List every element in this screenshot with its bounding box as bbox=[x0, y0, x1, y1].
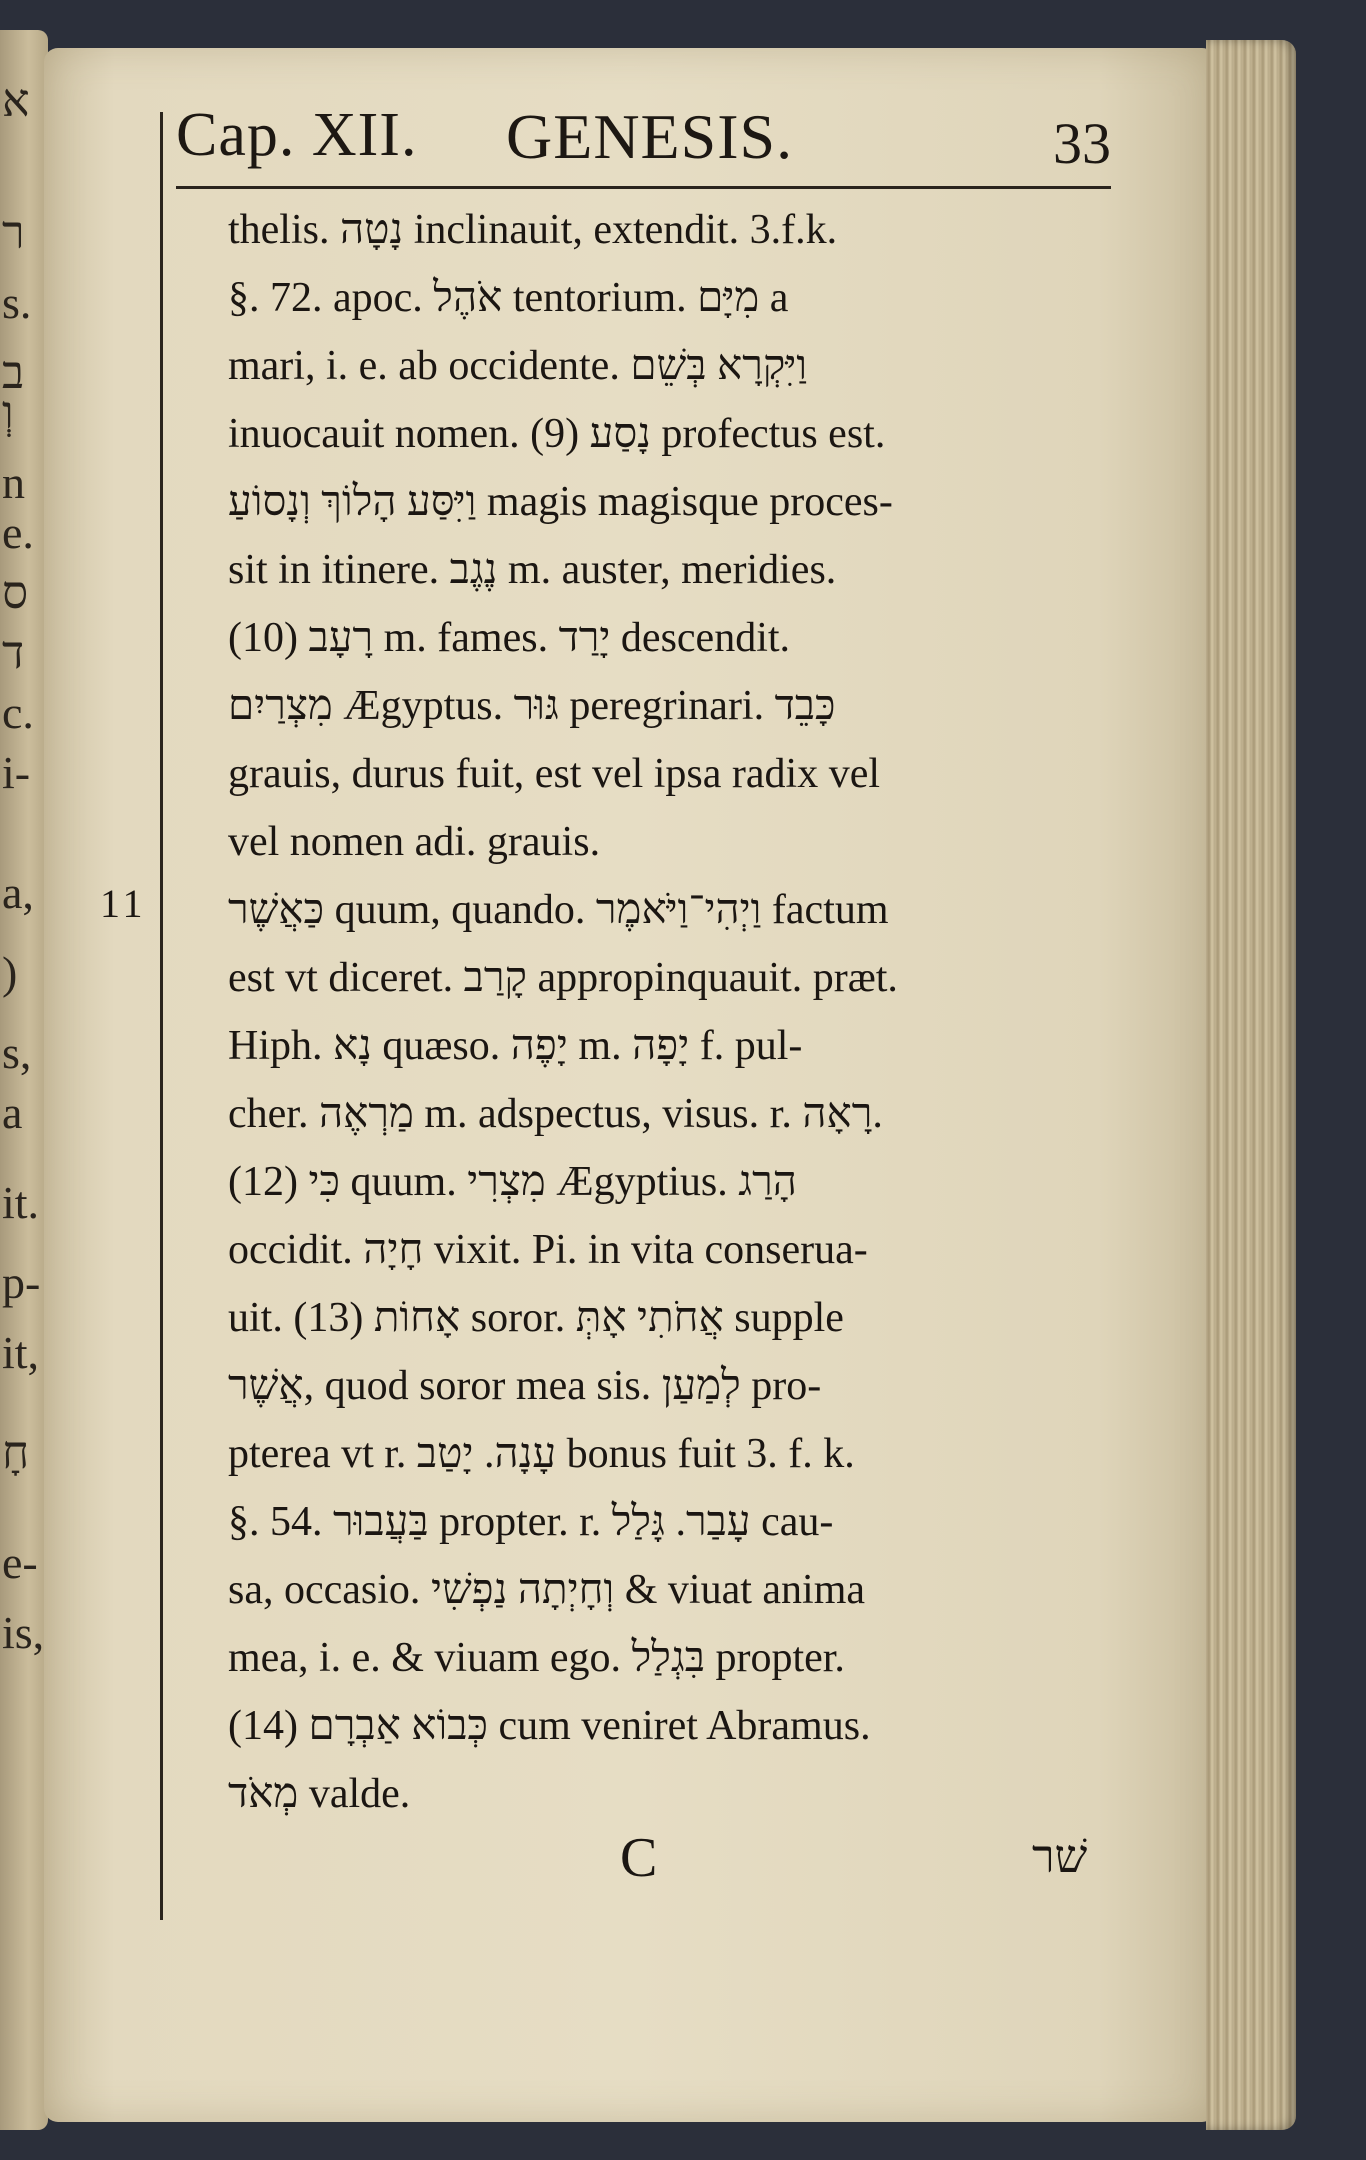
adjacent-page-fragment: ב bbox=[2, 347, 25, 398]
adjacent-page-fragment: וְ bbox=[2, 387, 14, 438]
text-line: est vt diceret. קָרַב appropinquauit. præt. bbox=[228, 955, 898, 1001]
book-title: GENESIS. bbox=[506, 101, 794, 172]
page-edges bbox=[1206, 40, 1296, 2130]
adjacent-page-fragment: ד bbox=[2, 627, 25, 678]
text-line: pterea vt r. עָנָה. יָטַב bonus fuit 3. f. k. bbox=[228, 1431, 855, 1477]
adjacent-page-fragment: i- bbox=[2, 747, 31, 798]
adjacent-page-fragment: e. bbox=[2, 507, 34, 558]
text-line: (12) כִּי quum. מִצְרִי Ægyptius. הָרַג bbox=[228, 1159, 797, 1205]
adjacent-page-fragment: is, bbox=[2, 1607, 45, 1658]
text-line: כַּאֲשֶׁר quum, quando. וַיְהִי־וַיֹּאמֶר factum bbox=[228, 887, 889, 933]
adjacent-page-fragment: חָ bbox=[2, 1427, 30, 1478]
text-line: §. 72. apoc. אֹהֶל tentorium. מִיָּם a bbox=[228, 275, 789, 321]
text-line: occidit. חָיָה vixit. Pi. in vita conserua- bbox=[228, 1227, 868, 1273]
chapter-label: Cap. XII. bbox=[176, 101, 418, 169]
adjacent-page-fragment: ) bbox=[2, 947, 18, 998]
text-line: sa, occasio. וְחָיְתָה נַפְשִׁי & viuat anima bbox=[228, 1567, 866, 1613]
text-line: cher. מַרְאֶה m. adspectus, visus. r. רָאָה. bbox=[228, 1091, 883, 1137]
text-line: וַיִּסַּע הָלוֹךְ וְנָסוֹעַ magis magisque proces- bbox=[228, 479, 893, 525]
adjacent-page-fragment: s. bbox=[2, 277, 32, 328]
text-line: mea, i. e. & viuam ego. בִּגְלַל propter. bbox=[228, 1635, 845, 1681]
adjacent-page-fragment: a, bbox=[2, 867, 34, 918]
text-line: §. 54. בַּעֲבוּר propter. r. עָבַר. גָּלַל cau- bbox=[228, 1499, 834, 1545]
adjacent-page-fragment: c. bbox=[2, 687, 34, 738]
margin-rule bbox=[160, 112, 163, 1920]
text-line: thelis. נָטָה inclinauit, extendit. 3.f.k. bbox=[228, 207, 838, 253]
glossary-text bbox=[228, 196, 1112, 1828]
adjacent-page-fragment: ס bbox=[2, 567, 29, 618]
adjacent-page-fragment: s, bbox=[2, 1027, 32, 1078]
text-line: (10) רָעָב m. fames. יָרַד descendit. bbox=[228, 615, 791, 661]
verse-number: 11 bbox=[100, 881, 147, 926]
text-line: Hiph. נָא quæso. יָפֶה m. יָפָה f. pul- bbox=[228, 1023, 803, 1069]
text-line: grauis, durus fuit, est vel ipsa radix vel bbox=[228, 751, 881, 797]
adjacent-page-fragment: p- bbox=[2, 1257, 41, 1308]
adjacent-page-fragment: ר bbox=[2, 207, 25, 258]
text-line: sit in itinere. נֶגֶב m. auster, meridies. bbox=[228, 547, 837, 593]
text-line: מִצְרַיִם Ægyptus. גּוּר peregrinari. כָּבֵד bbox=[228, 683, 836, 729]
text-line: mari, i. e. ab occidente. וַיִּקְרָא בְּשֵׁם bbox=[228, 343, 808, 389]
catchword: שׁר bbox=[1032, 1831, 1088, 1882]
header-rule bbox=[176, 186, 1111, 189]
text-line: vel nomen adi. grauis. bbox=[228, 819, 601, 865]
adjacent-page bbox=[0, 30, 48, 2130]
text-line: מְאֹד valde. bbox=[228, 1771, 411, 1817]
adjacent-page-fragment: it. bbox=[2, 1177, 40, 1228]
adjacent-page-fragment: a bbox=[2, 1087, 23, 1138]
running-head bbox=[176, 100, 1111, 190]
adjacent-page-fragment: it, bbox=[2, 1327, 40, 1378]
text-line: uit. (13) אָחוֹת soror. אֲחֹתִי אָתְּ supple bbox=[228, 1295, 844, 1341]
adjacent-page-fragment: א bbox=[2, 75, 30, 126]
adjacent-page-fragment: e- bbox=[2, 1537, 38, 1588]
text-line: אֲשֶׁר, quod soror mea sis. לְמַעַן pro- bbox=[228, 1363, 822, 1409]
page-number: 33 bbox=[1053, 111, 1111, 176]
text-line: inuocauit nomen. (9) נָסַע profectus est. bbox=[228, 411, 886, 457]
signature-mark: C bbox=[620, 1827, 658, 1889]
text-line: (14) כְּבוֹא אַבְרָם cum veniret Abramus. bbox=[228, 1703, 871, 1749]
adjacent-page-fragment: n bbox=[2, 457, 25, 508]
